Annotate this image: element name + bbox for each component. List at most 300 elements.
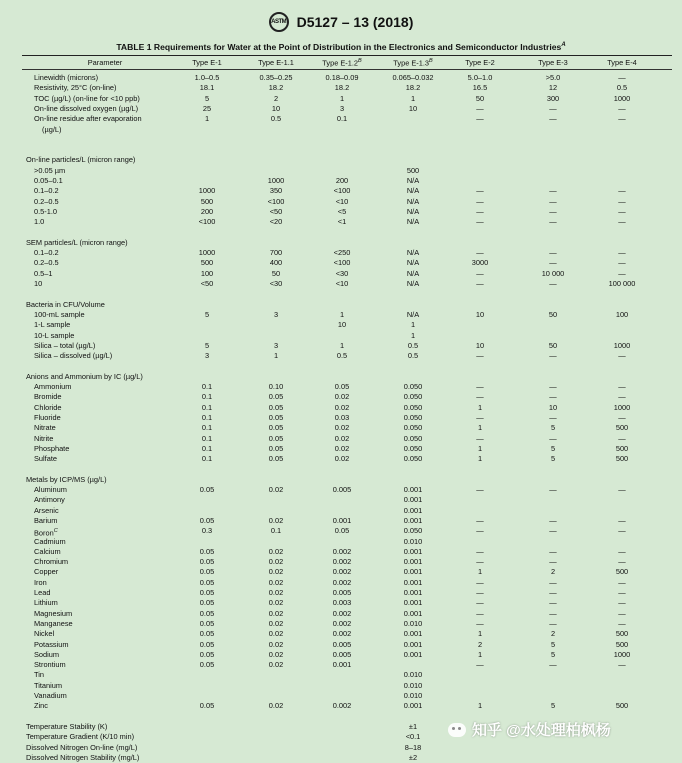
value-cell: — — [618, 618, 626, 628]
column-header: Type $E-1.3^B$ — [393, 58, 433, 68]
value-cell: 0.1 — [336, 114, 348, 124]
value-cell: 0.001 — [403, 598, 423, 608]
value-cell: 0.1 — [201, 402, 213, 412]
value-cell: 5 — [204, 340, 210, 350]
value-cell: 0.050 — [403, 392, 423, 402]
value-cell: 0.005 — [332, 485, 352, 494]
value-cell: — — [476, 248, 484, 258]
value-cell: — — [618, 114, 626, 124]
parameter-cell: Chloride — [34, 402, 62, 412]
value-cell: 0.02 — [268, 546, 284, 556]
value-cell: 0.02 — [268, 608, 284, 618]
value-cell: 0.050 — [403, 433, 423, 443]
value-cell: 0.02 — [268, 588, 284, 597]
value-cell: — — [618, 186, 626, 196]
parameter-cell: SEM particles/L (micron range) — [26, 237, 128, 247]
value-cell: N/A — [406, 309, 420, 319]
value-cell: 0.010 — [403, 618, 423, 628]
parameter-cell: Dissolved Nitrogen Stability (mg/L) — [26, 752, 140, 762]
value-cell: 1 — [477, 402, 483, 412]
value-cell: 3000 — [471, 258, 489, 268]
value-cell: 100 — [200, 268, 214, 278]
value-cell: 0.02 — [268, 598, 284, 608]
value-cell: 0.02 — [268, 701, 284, 711]
value-cell: 0.05 — [199, 618, 215, 628]
value-cell: 0.001 — [403, 505, 423, 515]
value-cell: 0.05 — [199, 649, 215, 659]
value-cell: 0.050 — [403, 412, 423, 422]
value-cell: 0.001 — [403, 546, 423, 556]
value-cell: N/A — [406, 279, 420, 288]
value-cell: 500 — [615, 629, 629, 639]
value-cell: N/A — [406, 268, 420, 278]
value-cell: 0.1 — [201, 443, 213, 453]
value-cell: — — [476, 485, 484, 494]
value-cell: 10 — [337, 320, 347, 330]
value-cell: 0.5 — [270, 114, 282, 124]
value-cell: 3 — [204, 351, 210, 361]
parameter-cell: On-line particles/L (micron range) — [26, 155, 136, 165]
parameter-cell: Silica – dissolved (µg/L) — [34, 351, 113, 361]
parameter-cell: Nitrate — [34, 423, 56, 433]
value-cell: 1000 — [198, 248, 216, 258]
value-cell: <50 — [269, 206, 283, 216]
value-cell: 0.002 — [332, 629, 352, 639]
value-cell: — — [549, 248, 557, 258]
value-cell: 10 000 — [541, 268, 565, 278]
value-cell: — — [476, 206, 484, 216]
parameter-cell: Chromium — [34, 557, 69, 567]
value-cell: 0.02 — [268, 649, 284, 659]
value-cell: 300 — [546, 93, 560, 103]
value-cell: 0.3 — [201, 526, 213, 536]
value-cell: 1 — [410, 320, 416, 330]
parameter-cell: Cadmium — [34, 536, 66, 546]
value-cell: — — [476, 433, 484, 443]
value-cell: 1 — [273, 351, 279, 361]
value-cell: — — [618, 392, 626, 402]
value-cell: 5 — [550, 701, 556, 711]
value-cell: — — [549, 526, 557, 536]
value-cell: 0.05 — [199, 660, 215, 670]
value-cell: 0.05 — [268, 423, 284, 433]
value-cell: — — [618, 382, 626, 391]
parameter-cell: Vanadium — [34, 691, 67, 700]
value-cell: 0.001 — [403, 485, 423, 494]
parameter-cell: 0.05–0.1 — [34, 176, 63, 185]
value-cell: 700 — [269, 248, 283, 258]
value-cell: 0.001 — [403, 608, 423, 618]
value-cell: — — [476, 186, 484, 196]
value-cell: 0.05 — [199, 701, 215, 711]
value-cell: <250 — [333, 248, 351, 258]
value-cell: 0.001 — [332, 515, 352, 525]
value-cell: — — [549, 546, 557, 556]
parameter-cell: Titanium — [34, 680, 63, 690]
value-cell: 0.002 — [332, 701, 352, 711]
value-cell: — — [618, 526, 626, 536]
value-cell: 0.02 — [334, 443, 350, 453]
value-cell: 0.05 — [199, 608, 215, 618]
value-cell: 0.02 — [268, 660, 284, 670]
value-cell: 1 — [477, 701, 483, 711]
value-cell: 100 000 — [608, 279, 636, 288]
parameter-cell: Bromide — [34, 392, 62, 402]
value-cell: 0.02 — [268, 567, 284, 577]
column-header: Type E-1 — [192, 58, 222, 67]
value-cell: 1 — [477, 454, 483, 464]
value-cell: 0.001 — [332, 660, 352, 670]
value-cell: 0.001 — [403, 495, 423, 505]
document-id: D5127 – 13 (2018) — [296, 14, 414, 30]
value-cell: — — [618, 73, 626, 82]
value-cell: 0.05 — [199, 598, 215, 608]
value-cell: 0.02 — [268, 639, 284, 649]
value-cell: 0.001 — [403, 515, 423, 525]
value-cell: 1000 — [198, 186, 216, 196]
value-cell: 0.05 — [199, 639, 215, 649]
value-cell: — — [549, 382, 557, 391]
value-cell: — — [618, 103, 626, 113]
parameter-cell: Sulfate — [34, 454, 58, 464]
parameter-cell: Aluminum — [34, 485, 67, 494]
value-cell: <20 — [269, 217, 283, 227]
value-cell: <0.1 — [405, 732, 421, 742]
value-cell: — — [476, 268, 484, 278]
value-cell: — — [476, 392, 484, 402]
watermark-text: 知乎 @水处理柏枫杨 — [472, 722, 611, 739]
value-cell: 500 — [406, 165, 420, 175]
value-cell: 8–18 — [404, 742, 422, 752]
value-cell: 5 — [550, 443, 556, 453]
value-cell: — — [618, 206, 626, 216]
value-cell: 500 — [615, 454, 629, 464]
parameter-cell: 0.2–0.5 — [34, 196, 59, 206]
value-cell: 0.010 — [403, 680, 423, 690]
value-cell: — — [618, 515, 626, 525]
value-cell: 0.010 — [403, 670, 423, 680]
value-cell: — — [549, 196, 557, 206]
value-cell: <30 — [335, 268, 349, 278]
value-cell: — — [549, 279, 557, 288]
table-title: TABLE 1 Requirements for Water at the Point of Distribution in the Electronics and Semiconductor Industries$^A$ — [116, 42, 566, 52]
value-cell: — — [549, 206, 557, 216]
parameter-cell: 100-mL sample — [34, 309, 85, 319]
value-cell: — — [476, 577, 484, 587]
parameter-cell: Potassium — [34, 639, 69, 649]
value-cell: — — [476, 382, 484, 391]
value-cell: 0.10 — [268, 382, 284, 391]
value-cell: 500 — [200, 196, 214, 206]
parameter-cell: (µg/L) — [42, 124, 62, 134]
value-cell: 0.050 — [403, 443, 423, 453]
value-cell: 500 — [615, 443, 629, 453]
value-cell: — — [549, 392, 557, 402]
value-cell: — — [549, 557, 557, 567]
column-header: Type E-1.1 — [258, 58, 294, 67]
value-cell: — — [549, 103, 557, 113]
parameter-cell: Calcium — [34, 546, 61, 556]
value-cell: — — [549, 433, 557, 443]
value-cell: 0.5 — [336, 351, 348, 361]
value-cell: 1000 — [613, 93, 631, 103]
value-cell: 3 — [273, 340, 279, 350]
value-cell: — — [618, 196, 626, 206]
column-header: Type $E-1.2^B$ — [322, 58, 362, 68]
value-cell: 0.002 — [332, 618, 352, 628]
value-cell: — — [549, 577, 557, 587]
value-cell: 0.1 — [201, 433, 213, 443]
value-cell: 5 — [550, 639, 556, 649]
value-cell: 500 — [615, 701, 629, 711]
value-cell: 1000 — [613, 649, 631, 659]
parameter-cell: Bacteria in CFU/Volume — [26, 299, 105, 309]
value-cell: — — [549, 114, 557, 124]
value-cell: <10 — [335, 196, 349, 206]
value-cell: 0.001 — [403, 639, 423, 649]
parameter-cell: Arsenic — [34, 505, 59, 515]
value-cell: 500 — [615, 639, 629, 649]
value-cell: 5 — [550, 454, 556, 464]
value-cell: 0.1 — [201, 392, 213, 402]
parameter-cell: 0.5–1 — [34, 268, 53, 278]
value-cell: — — [618, 351, 626, 361]
value-cell: 1.0–0.5 — [194, 73, 220, 82]
value-cell: 18.1 — [199, 83, 215, 93]
value-cell: ±2 — [408, 752, 418, 762]
value-cell: 10 — [475, 309, 485, 319]
parameter-cell: Resistivity, 25°C (on-line) — [34, 83, 117, 93]
value-cell: 1 — [339, 309, 345, 319]
parameter-cell: 1.0 — [34, 217, 45, 227]
value-cell: 0.05 — [199, 588, 215, 597]
column-header: Type E-4 — [607, 58, 637, 67]
value-cell: 2 — [550, 629, 556, 639]
value-cell: 0.05 — [268, 433, 284, 443]
value-cell: 500 — [615, 423, 629, 433]
value-cell: 0.1 — [201, 412, 213, 422]
zhihu-watermark — [448, 719, 611, 740]
value-cell: 0.002 — [332, 608, 352, 618]
value-cell: — — [549, 217, 557, 227]
value-cell: — — [618, 412, 626, 422]
value-cell: — — [549, 608, 557, 618]
value-cell: 0.5 — [407, 340, 419, 350]
value-cell: <50 — [200, 279, 214, 288]
value-cell: — — [618, 546, 626, 556]
value-cell: 0.050 — [403, 402, 423, 412]
value-cell: — — [476, 546, 484, 556]
parameter-cell: On-line dissolved oxygen (µg/L) — [34, 103, 139, 113]
parameter-cell: 0.1–0.2 — [34, 186, 59, 196]
value-cell: 1 — [410, 93, 416, 103]
value-cell: 200 — [200, 206, 214, 216]
value-cell: 0.002 — [332, 577, 352, 587]
value-cell: 1 — [477, 629, 483, 639]
value-cell: 1 — [477, 567, 483, 577]
value-cell: — — [549, 258, 557, 268]
parameter-cell: Temperature Stability (K) — [26, 721, 108, 731]
parameter-cell: 0.2–0.5 — [34, 258, 59, 268]
value-cell: 0.05 — [199, 557, 215, 567]
value-cell: — — [549, 660, 557, 670]
column-header: Parameter — [87, 58, 123, 67]
value-cell: — — [476, 557, 484, 567]
value-cell: >5.0 — [545, 73, 561, 82]
table-title-footnote: A — [561, 42, 566, 49]
parameter-cell: 0.1–0.2 — [34, 248, 59, 258]
value-cell: 0.1 — [201, 382, 213, 391]
value-cell: 0.001 — [403, 649, 423, 659]
parameter-cell: Nickel — [34, 629, 55, 639]
value-cell: 0.05 — [334, 382, 350, 391]
value-cell: 500 — [615, 567, 629, 577]
column-header: Type E-3 — [538, 58, 568, 67]
value-cell: 0.001 — [403, 701, 423, 711]
value-cell: 10 — [408, 103, 418, 113]
value-cell: N/A — [406, 206, 420, 216]
value-cell: N/A — [406, 258, 420, 268]
parameter-cell: 10 — [34, 279, 43, 288]
value-cell: 0.001 — [403, 567, 423, 577]
value-cell: 0.001 — [403, 557, 423, 567]
value-cell: 100 — [615, 309, 629, 319]
value-cell: 1 — [339, 340, 345, 350]
value-cell: 25 — [202, 103, 212, 113]
value-cell: 0.005 — [332, 639, 352, 649]
value-cell: 400 — [269, 258, 283, 268]
parameter-cell: Phosphate — [34, 443, 70, 453]
value-cell: <100 — [333, 186, 351, 196]
value-cell: <1 — [337, 217, 347, 227]
value-cell: 2 — [477, 639, 483, 649]
value-cell: — — [476, 196, 484, 206]
value-cell: 2 — [273, 93, 279, 103]
value-cell: — — [618, 608, 626, 618]
value-cell: 0.05 — [199, 485, 215, 494]
parameter-cell: Lithium — [34, 598, 58, 608]
parameter-cell: >0.05 µm — [34, 165, 66, 175]
value-cell: — — [549, 412, 557, 422]
value-cell: N/A — [406, 176, 420, 185]
value-cell: 10 — [548, 402, 558, 412]
value-cell: 0.05 — [199, 567, 215, 577]
value-cell: 0.003 — [332, 598, 352, 608]
value-cell: — — [476, 103, 484, 113]
value-cell: 0.35–0.25 — [259, 73, 293, 82]
value-cell: — — [549, 515, 557, 525]
value-cell: <100 — [267, 196, 285, 206]
parameter-cell: Boron$^C$ — [34, 528, 58, 538]
column-header: Type E-2 — [465, 58, 495, 67]
value-cell: — — [618, 268, 626, 278]
value-cell: — — [476, 588, 484, 597]
value-cell: — — [476, 351, 484, 361]
value-cell: 0.001 — [403, 629, 423, 639]
value-cell: 0.5 — [407, 351, 419, 361]
value-cell: 0.05 — [268, 443, 284, 453]
parameter-cell: Lead — [34, 588, 51, 597]
astm-logo: ASTM — [269, 12, 289, 32]
value-cell: — — [549, 186, 557, 196]
value-cell: 0.010 — [403, 536, 423, 546]
value-cell: 50 — [548, 340, 558, 350]
value-cell: 0.5 — [616, 83, 628, 93]
value-cell: <100 — [333, 258, 351, 268]
value-cell: 500 — [200, 258, 214, 268]
parameter-cell: Magnesium — [34, 608, 73, 618]
parameter-cell: Dissolved Nitrogen On-line (mg/L) — [26, 742, 138, 752]
value-cell: <10 — [335, 279, 349, 288]
value-cell: 0.02 — [268, 485, 284, 494]
value-cell: — — [476, 279, 484, 288]
parameter-cell: Fluoride — [34, 412, 61, 422]
value-cell: 0.02 — [268, 577, 284, 587]
parameter-cell: Copper — [34, 567, 59, 577]
value-cell: 0.1 — [201, 423, 213, 433]
value-cell: — — [549, 351, 557, 361]
value-cell: — — [476, 217, 484, 227]
parameter-cell: Manganese — [34, 618, 73, 628]
parameter-cell: Iron — [34, 577, 47, 587]
value-cell: — — [618, 557, 626, 567]
value-cell: — — [476, 598, 484, 608]
parameter-cell: On-line residue after evaporation — [34, 114, 142, 124]
value-cell: 0.005 — [332, 588, 352, 597]
value-cell: 0.18–0.09 — [325, 73, 359, 82]
value-cell: — — [549, 588, 557, 597]
value-cell: 18.2 — [405, 83, 421, 93]
value-cell: 0.02 — [268, 629, 284, 639]
value-cell: — — [618, 598, 626, 608]
value-cell: 0.02 — [268, 557, 284, 567]
value-cell: 0.02 — [334, 402, 350, 412]
value-cell: 350 — [269, 186, 283, 196]
value-cell: N/A — [406, 217, 420, 227]
parameter-cell: 1-L sample — [34, 320, 71, 330]
value-cell: 18.2 — [334, 83, 350, 93]
value-cell: 10 — [475, 340, 485, 350]
value-cell: N/A — [406, 186, 420, 196]
value-cell: — — [618, 217, 626, 227]
value-cell: 0.002 — [332, 557, 352, 567]
value-cell: 50 — [548, 309, 558, 319]
value-cell: ±1 — [408, 721, 418, 731]
value-cell: 12 — [548, 83, 558, 93]
value-cell: 0.05 — [268, 392, 284, 402]
value-cell: 0.02 — [334, 392, 350, 402]
value-cell: 0.050 — [403, 454, 423, 464]
value-cell: 0.050 — [403, 526, 423, 536]
value-cell: — — [549, 598, 557, 608]
value-cell: 5 — [204, 93, 210, 103]
value-cell: 0.05 — [199, 546, 215, 556]
value-cell: 0.001 — [403, 577, 423, 587]
value-cell: 0.05 — [334, 526, 350, 536]
value-cell: 0.02 — [334, 433, 350, 443]
value-cell: 0.065–0.032 — [392, 73, 434, 82]
value-cell: 5 — [550, 423, 556, 433]
value-cell: — — [618, 577, 626, 587]
value-cell: 0.1 — [270, 526, 282, 536]
value-cell: 0.001 — [403, 588, 423, 597]
value-cell: — — [476, 515, 484, 525]
value-cell: 1000 — [267, 176, 285, 185]
value-cell: N/A — [406, 248, 420, 258]
value-cell: 0.05 — [268, 402, 284, 412]
value-cell: 1 — [477, 443, 483, 453]
value-cell: 0.002 — [332, 567, 352, 577]
